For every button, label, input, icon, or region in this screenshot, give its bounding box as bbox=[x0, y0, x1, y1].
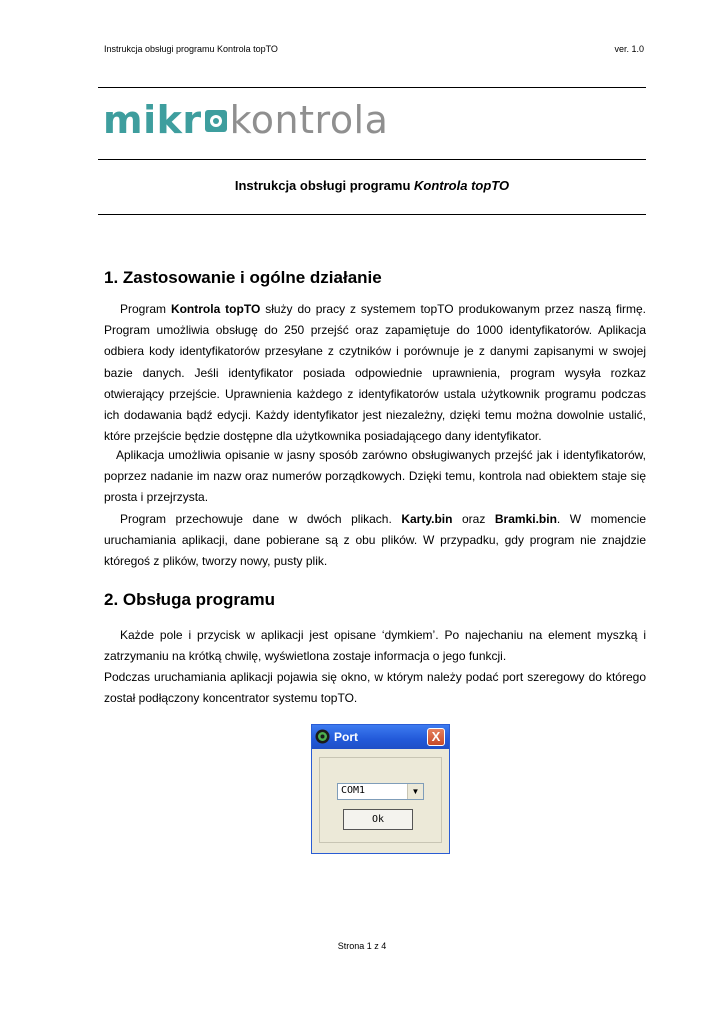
chevron-down-icon[interactable]: ▼ bbox=[407, 784, 423, 799]
dialog-titlebar[interactable] bbox=[312, 725, 449, 749]
dialog-group-frame bbox=[319, 757, 442, 843]
logo-text-mikr: mikr bbox=[103, 98, 202, 142]
section-1-paragraph-2: Aplikacja umożliwia opisanie w jasny sposób zarówno obsługiwanych przejść jak i identyfikatorów, poprzez nadanie im nazw oraz numerów porządkowych. Dzięki temu, kontrola nad obiektem staje się prosta i przejrzysta. bbox=[104, 448, 646, 505]
title-rule bbox=[98, 214, 646, 215]
company-logo bbox=[103, 100, 388, 140]
logo-rule bbox=[98, 159, 646, 160]
section-2-heading: 2. Obsługa programu bbox=[104, 590, 275, 609]
close-button[interactable]: X bbox=[427, 728, 445, 746]
section-1-paragraph-3: Program przechowuje dane w dwóch plikach. Karty.bin oraz Bramki.bin. W momencie uruchamiania aplikacji, dane pobierane są z obu plików. W przypadku, gdy program nie znajdzie któregoś z plików, tworzy nowy, pusty plik. bbox=[104, 512, 646, 569]
app-icon bbox=[315, 729, 330, 744]
page-number: Strona 1 z 4 bbox=[337, 941, 387, 951]
ok-button[interactable]: Ok bbox=[343, 809, 413, 830]
document-title-product: Kontrola topTO bbox=[414, 178, 510, 193]
header-version: ver. 1.0 bbox=[614, 44, 644, 54]
document-title: Instrukcja obsługi programu Kontrola topTO bbox=[234, 178, 510, 193]
port-select[interactable] bbox=[337, 783, 424, 800]
logo-text-kontrola: kontrola bbox=[229, 98, 389, 142]
header-rule bbox=[98, 87, 646, 88]
section-2-paragraph-2: Podczas uruchamiania aplikacji pojawia się okno, w którym należy podać port szeregowy do którego został podłączony koncentrator systemu topTO. bbox=[104, 670, 646, 706]
section-1-paragraph-1: Program Kontrola topTO służy do pracy z systemem topTO produkowanym przez naszą firmę. Program umożliwia obsługę do 250 przejść oraz zapamiętuje do 1000 identyfikatorów. Aplikacja odbiera kody identyfikatorów przesyłane z czytników i porównuje je z danymi zapisanymi w swojej bazie danych. Jeśli identyfikator posiada odpowiednie uprawnienia, program wysyła rozkaz otwierający przejście. Uprawnienia każdego z identyfikatorów ustala użytkownik programu podczas ich dodawania bądź edycji. Każdy identyfikator jest niezależny, dzięki temu można dowolnie ustalić, które przejście będzie dostępne dla użytkownika posiadającego dany identyfikator. bbox=[104, 302, 646, 444]
section-1-heading: 1. Zastosowanie i ogólne działanie bbox=[104, 268, 382, 287]
dialog-title: Port bbox=[334, 730, 358, 744]
section-2-paragraph-1: Każde pole i przycisk w aplikacji jest opisane ‘dymkiem’. Po najechaniu na element myszką i zatrzymaniu na krótką chwilę, wyświetlona zostaje informacja o jego funkcji. bbox=[104, 628, 646, 664]
port-dialog bbox=[311, 724, 450, 854]
port-select-value: COM1 bbox=[341, 785, 366, 796]
logo-o-icon bbox=[203, 108, 229, 134]
header-doc-title: Instrukcja obsługi programu Kontrola topTO bbox=[104, 44, 278, 54]
